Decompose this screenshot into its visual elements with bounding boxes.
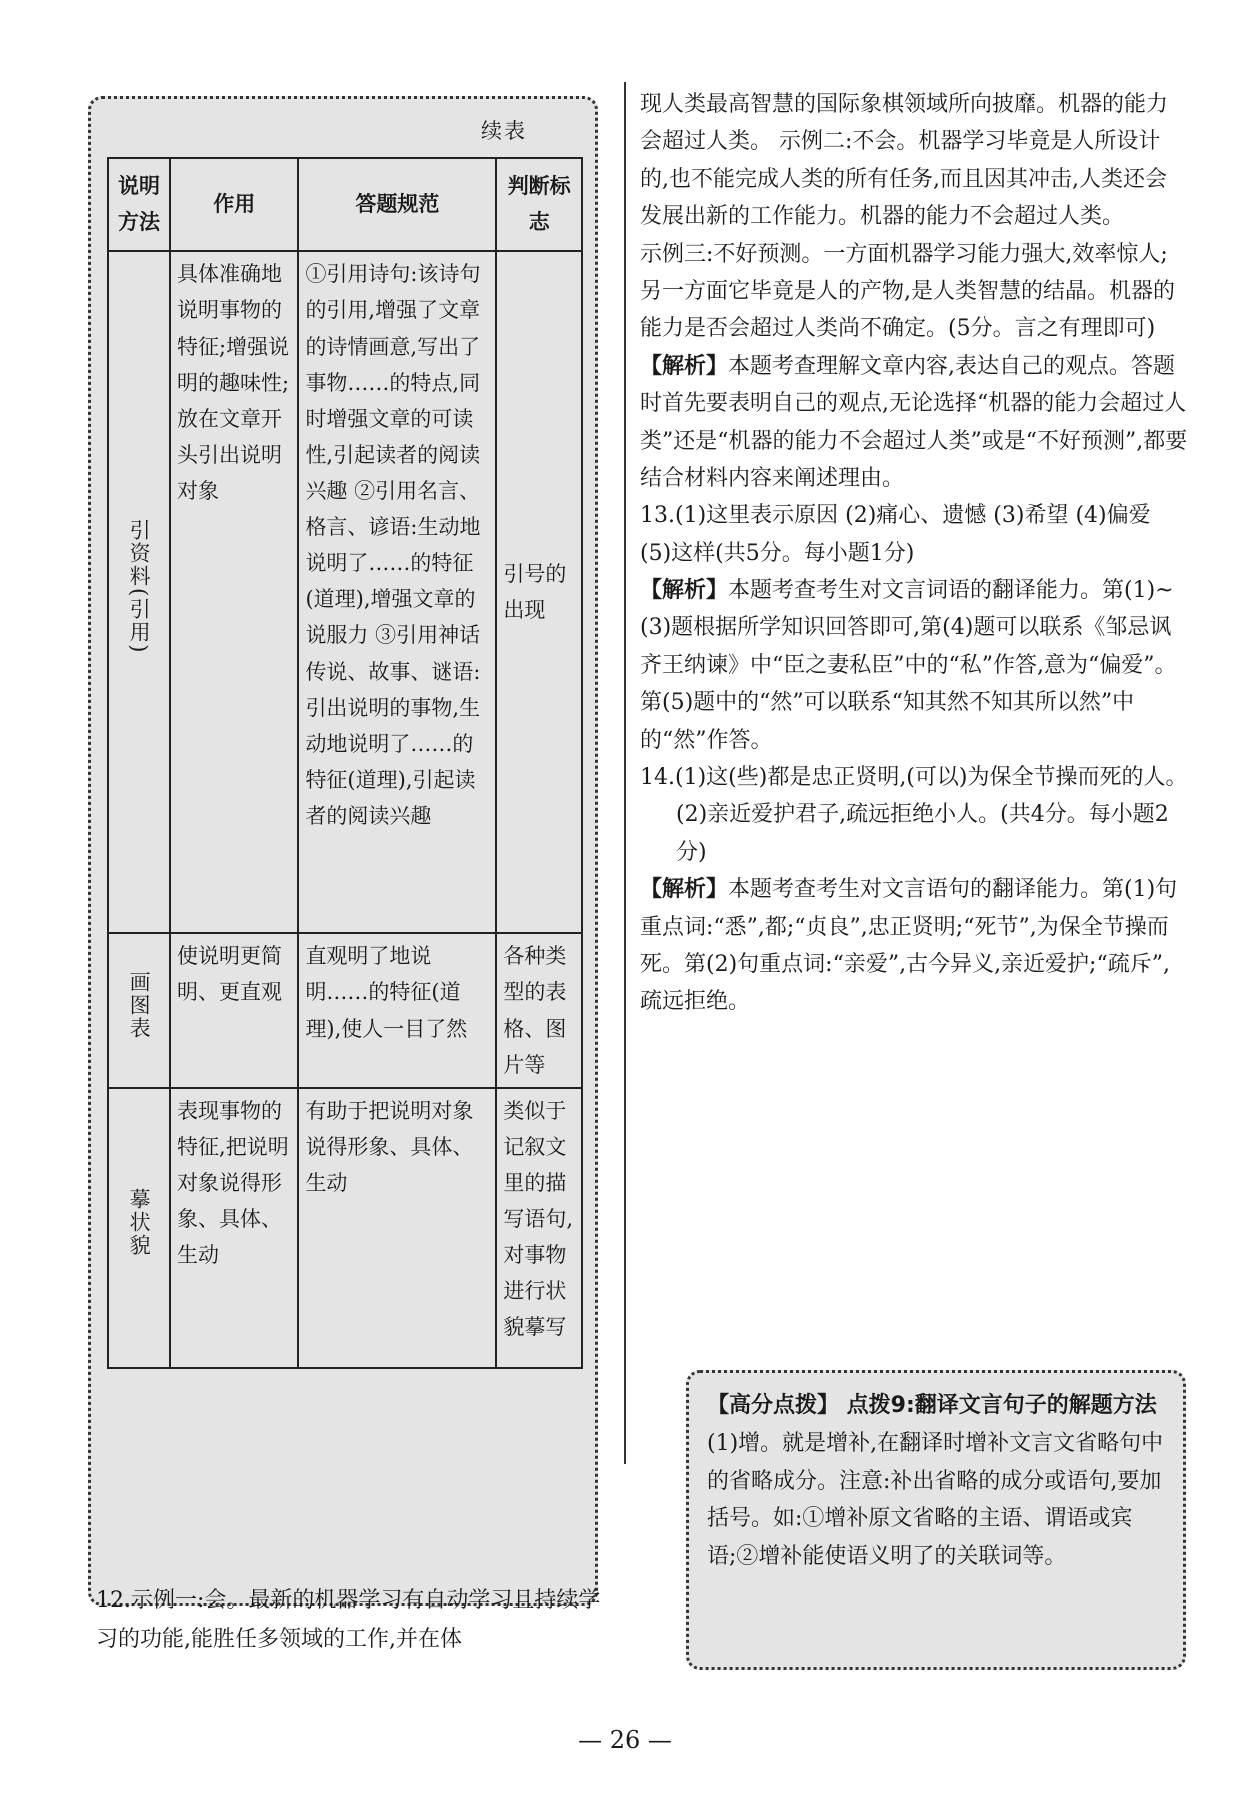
analysis-14: 【解析】本题考查考生对文言语句的翻译能力。第(1)句重点词:“悉”,都;“贞良”,忠正贤明;“死节”,为保全节操而死。第(2)句重点词:“亲爱”,古今异义,亲近爱护;“疏斥”,疏远拒绝。 — [640, 877, 1178, 1015]
analysis-12: 【解析】本题考查理解文章内容,表达自己的观点。答题时首先要表明自己的观点,无论选择“机器的能力会超过人类”还是“机器的能力不会超过人类”或是“不好预测”,都要结合材料内容来阐述理由。 — [640, 353, 1188, 491]
analysis-13: 【解析】本题考查考生对文言词语的翻译能力。第(1)~(3)题根据所学知识回答即可,第(4)题可以联系《邹忌讽齐王纳谏》中“臣之妻私臣”中的“私”作答,意为“偏爱”。第(5)题中的“然”可以联系“知其然不知其所以然”中的“然”作答。 — [640, 578, 1177, 753]
header-mark: 判断标志 — [496, 158, 582, 251]
right-column — [640, 86, 1188, 1021]
norm-cell: ①引用诗句:该诗句的引用,增强了文章的诗情画意,写出了事物……的特点,同时增强文章的可读性,引起读者的阅读兴趣 ②引用名言、格言、谚语:生动地说明了……的特征(道理),增强文章的说服力 ③引用神话传说、故事、谜语:引出说明的事物,生动地说明了……的特征(道理),引起读者的阅读兴趣 — [298, 251, 496, 933]
header-method: 说明方法 — [108, 158, 170, 251]
table-row — [108, 251, 582, 933]
answer-12-continued: 现人类最高智慧的国际象棋领域所向披靡。机器的能力会超过人类。 示例二:不会。机器学习毕竟是人所设计的,也不能完成人类的所有任务,而且因其冲击,人类还会发展出新的工作能力。机器的能力不会超过人类。 — [640, 92, 1169, 230]
continue-label: 续表 — [481, 119, 527, 143]
header-norm: 答题规范 — [298, 158, 496, 251]
method-cell: 摹状貌 — [108, 1088, 170, 1368]
method-table — [107, 157, 583, 1369]
mark-cell: 引号的出现 — [496, 251, 582, 933]
table-row — [108, 933, 582, 1087]
answer-14-part1: 14.(1)这(些)都是忠正贤明,(可以)为保全节操而死的人。 — [640, 765, 1188, 791]
question-12-start: 12.示例一:会。最新的机器学习有自动学习且持续学习的功能,能胜任多领域的工作,并在体 — [96, 1588, 601, 1652]
norm-cell: 直观明了地说明……的特征(道理),使人一目了然 — [298, 933, 496, 1087]
use-cell: 具体准确地说明事物的特征;增强说明的趣味性;放在文章开头引出说明对象 — [170, 251, 298, 933]
mark-cell: 类似于记叙文里的描写语句,对事物进行状貌摹写 — [496, 1088, 582, 1368]
tip-body: (1)增。就是增补,在翻译时增补文言文省略句中的省略成分。注意:补出省略的成分或语句,要加括号。如:①增补原文省略的主语、谓语或宾语;②增补能使语义明了的关联词等。 — [707, 1430, 1164, 1570]
table-frame — [88, 96, 598, 1606]
tip-title: 【高分点拨】 点拨9:翻译文言句子的解题方法 — [707, 1393, 1157, 1418]
mark-cell: 各种类型的表格、图片等 — [496, 933, 582, 1087]
column-divider — [624, 82, 627, 1464]
norm-cell: 有助于把说明对象说得形象、具体、生动 — [298, 1088, 496, 1368]
table-row — [108, 1088, 582, 1368]
header-use: 作用 — [170, 158, 298, 251]
use-cell: 使说明更简明、更直观 — [170, 933, 298, 1087]
answer-13: 13.(1)这里表示原因 (2)痛心、遗憾 (3)希望 (4)偏爱 (5)这样(共5分。每小题1分) — [640, 503, 1151, 566]
answer-12-example3: 示例三:不好预测。一方面机器学习能力强大,效率惊人;另一方面它毕竟是人的产物,是人类智慧的结晶。机器的能力是否会超过人类尚不确定。(5分。言之有理即可) — [640, 241, 1175, 342]
tip-box — [686, 1370, 1186, 1670]
method-cell: 画图表 — [108, 933, 170, 1087]
method-cell: 引资料(引用) — [108, 251, 170, 933]
table-header-row — [108, 158, 582, 251]
page-number: — 26 — — [578, 1726, 672, 1754]
answer-14-part2: (2)亲近爱护君子,疏远拒绝小人。(共4分。每小题2分) — [676, 802, 1169, 865]
use-cell: 表现事物的特征,把说明对象说得形象、具体、生动 — [170, 1088, 298, 1368]
